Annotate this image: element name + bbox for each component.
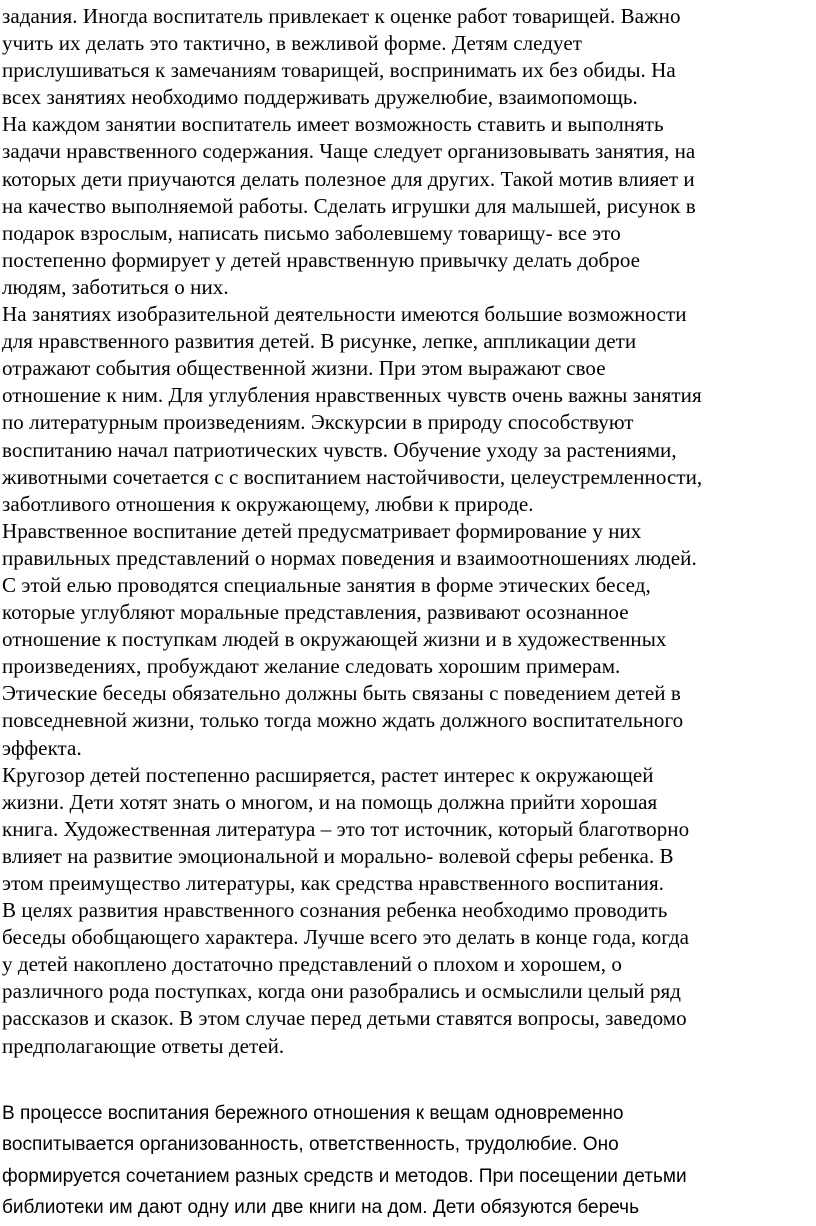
text-line: жизни. Дети хотят знать о многом, и на помощь должна прийти хорошая — [2, 789, 658, 814]
text-line: по литературным произведениям. Экскурсии в природу способствуют — [2, 410, 634, 435]
text-line: В процессе воспитания бережного отношения к вещам одновременно — [2, 1103, 624, 1124]
text-line: правильных представлений о нормах поведения и взаимоотношениях людей. — [2, 545, 697, 570]
text-line: отношение к ним. Для углубления нравственных чувств очень важны занятия — [2, 383, 702, 408]
text-line: На занятиях изобразительной деятельности имеются большие возможности — [2, 302, 687, 327]
text-line: на качество выполняемой работы. Сделать игрушки для малышей, рисунок в — [2, 193, 696, 218]
text-line: заботливого отношения к окружающему, любви к природе. — [2, 491, 534, 516]
text-line: людям, заботиться о них. — [2, 274, 229, 299]
body-text-serif — [0, 3, 816, 1060]
text-line: С этой елью проводятся специальные занятия в форме этических бесед, — [2, 572, 651, 597]
text-line: На каждом занятии воспитатель имеет возможность ставить и выполнять — [2, 112, 664, 137]
text-line: животными сочетается с с воспитанием настойчивости, целеустремленности, — [2, 464, 703, 489]
text-line: всех занятиях необходимо поддерживать дружелюбие, взаимопомощь. — [2, 85, 638, 110]
text-line: книга. Художественная литература – это тот источник, который благотворно — [2, 816, 690, 841]
text-line: задания. Иногда воспитатель привлекает к оценке работ товарищей. Важно — [2, 4, 681, 28]
text-line: различного рода поступках, когда они разобрались и осмыслили целый ряд — [2, 979, 682, 1004]
body-text-sans — [0, 1098, 816, 1224]
text-line: повседневной жизни, только тогда можно ждать должного воспитательного — [2, 708, 684, 733]
text-line: Этические беседы обязательно должны быть связаны с поведением детей в — [2, 681, 681, 706]
text-line: воспитанию начал патриотических чувств. Обучение уходу за растениями, — [2, 437, 677, 462]
text-line: которые углубляют моральные представления, развивают осознанное — [2, 600, 629, 625]
text-line: формируется сочетанием разных средств и методов. При посещении детьми — [2, 1165, 687, 1187]
text-line: которых дети приучаются делать полезное для других. Такой мотив влияет и — [2, 166, 695, 191]
text-line: прислушиваться к замечаниям товарищей, воспринимать их без обиды. На — [2, 58, 676, 83]
text-line: подарок взрослым, написать письмо заболевшему товарищу- все это — [2, 220, 621, 245]
text-line: эффекта. — [2, 735, 82, 760]
text-line: этом преимущество литературы, как средства нравственного воспитания. — [2, 871, 664, 895]
text-line: библиотеки им дают одну или две книги на дом. Дети обязуются беречь — [2, 1197, 640, 1219]
text-line: постепенно формирует у детей нравственную привычку делать доброе — [2, 247, 641, 272]
text-line: рассказов и сказок. В этом случае перед детьми ставятся вопросы, заведомо — [2, 1006, 687, 1031]
text-line: Нравственное воспитание детей предусматривает формирование у них — [2, 518, 642, 543]
text-line: предполагающие ответы детей. — [2, 1033, 285, 1058]
text-line: отношение к поступкам людей в окружающей жизни и в художественных — [2, 627, 667, 652]
text-line: для нравственного развития детей. В рисунке, лепке, аппликации дети — [2, 329, 637, 354]
text-line: произведениях, пробуждают желание следовать хорошим примерам. — [2, 654, 621, 679]
text-line: отражают события общественной жизни. При этом выражают свое — [2, 356, 606, 381]
text-line: воспитывается организованность, ответственность, трудолюбие. Оно — [2, 1134, 619, 1156]
text-line: В целях развития нравственного сознания ребенка необходимо проводить — [2, 898, 668, 923]
text-line: влияет на развитие эмоциональной и морально- волевой сферы ребенка. В — [2, 843, 674, 868]
text-line: учить их делать это тактично, в вежливой форме. Детям следует — [2, 31, 582, 56]
text-line: беседы обобщающего характера. Лучше всего это делать в конце года, когда — [2, 925, 690, 950]
text-line: задачи нравственного содержания. Чаще следует организовывать занятия, на — [2, 139, 696, 164]
text-line: у детей накоплено достаточно представлений о плохом и хорошем, о — [2, 952, 622, 977]
text-line: Кругозор детей постепенно расширяется, растет интерес к окружающей — [2, 762, 654, 787]
